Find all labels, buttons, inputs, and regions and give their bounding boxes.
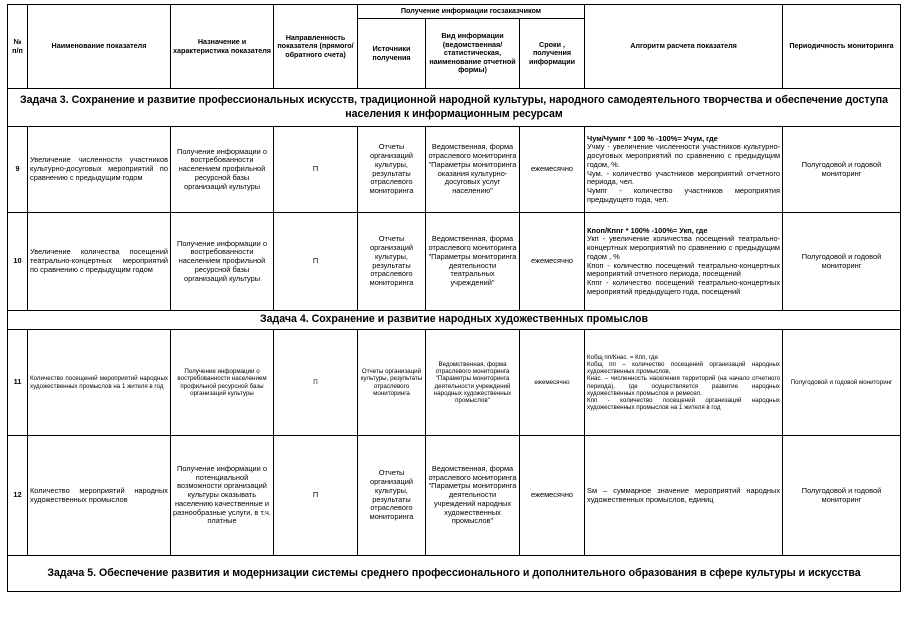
info-sources: Отчеты организаций культуры, результаты отраслевого мониторинга: [358, 213, 426, 311]
info-type: Ведомственная, форма отраслевого мониторинга "Параметры мониторинга деятельности учреждений народных художественных промыслов": [426, 330, 520, 436]
table-row: [8, 213, 901, 311]
monitoring-period: Полугодовой и годовой мониторинг: [783, 213, 901, 311]
row-num: 12: [8, 436, 28, 556]
indicator-purpose: Получение информации о востребованности населением профильной ресурсной базы организаций культуры: [171, 213, 274, 311]
col-group-header: Получение информации госзаказчиком: [358, 5, 585, 19]
col-sources-header: Источники получения: [358, 19, 426, 89]
table-row: [8, 436, 901, 556]
col-info-type-header: Вид информации (ведомственная/ статистическая, наименование отчетной формы): [426, 19, 520, 89]
col-purpose-header: Назначение и характеристика показателя: [171, 5, 274, 89]
document-sheet: [7, 4, 900, 592]
col-num-header: № п/п: [8, 5, 28, 89]
indicators-table: [7, 4, 901, 592]
monitoring-period: Полугодовой и годовой мониторинг: [783, 127, 901, 213]
info-type: Ведомственная, форма отраслевого мониторинга "Параметры мониторинга деятельности учреждений народных художественных промыслов": [426, 436, 520, 556]
task-row: [8, 556, 901, 592]
indicator-purpose: Получение информации о потенциальной возможности организаций культуры оказывать населению качественные и разнообразные услуги, в т.ч. платные: [171, 436, 274, 556]
col-algorithm-header: Алгоритм расчета показателя: [585, 5, 783, 89]
algorithm-formula: Кобщ пп/Кнас. = Кпп, где: [587, 354, 658, 361]
indicator-direction: П: [274, 330, 358, 436]
task-4-heading: Задача 4. Сохранение и развитие народных художественных промыслов: [8, 311, 901, 330]
col-period-header: Периодичность мониторинга: [783, 5, 901, 89]
algorithm-line: Учму - увеличение численности участников культурно-досуговых мероприятий по сравнению с предыдущим годом, %.: [587, 142, 781, 169]
monitoring-period: Полугодовой и годовой мониторинг: [783, 436, 901, 556]
row-num: 10: [8, 213, 28, 311]
indicator-purpose: Получение информации о востребованности населением профильной ресурсной базы организаций культуры: [171, 127, 274, 213]
info-sources: Отчеты организаций культуры, результаты отраслевого мониторинга: [358, 436, 426, 556]
info-type: Ведомственная, форма отраслевого мониторинга "Параметры мониторинга деятельности театральных учреждений": [426, 213, 520, 311]
table-row: [8, 330, 901, 436]
algorithm-line: Кпп - количество посещений организаций народных художественных промыслов на 1 жителя в год: [587, 396, 781, 411]
indicator-name: Количество посещений мероприятий народных художественных промыслов на 1 жителя в год: [28, 330, 171, 436]
task-3-heading: Задача 3. Сохранение и развитие профессиональных искусств, традиционной народной культуры, народного самодеятельного творчества и обеспечение доступа населения к информационным ресурсам: [8, 89, 901, 127]
algorithm-cell: [585, 213, 783, 311]
task-row: [8, 311, 901, 330]
algorithm-line: Кпоп - количество посещений театрально-концертных мероприятий отчетного периода, посещений: [587, 260, 781, 279]
info-terms: ежемесячно: [520, 330, 585, 436]
algorithm-line: Укп - увеличение количества посещений театрально-концертных мероприятий по сравнению с предыдущим годом , %: [587, 234, 781, 261]
info-terms: ежемесячно: [520, 213, 585, 311]
monitoring-period: Полугодовой и годовой мониторинг: [783, 330, 901, 436]
algorithm-line: Чумпг - количество участников мероприятия предыдущего года, чел.: [587, 185, 781, 204]
col-name-header: Наименование показателя: [28, 5, 171, 89]
algorithm-line: Кобщ пп – количество посещений организаций народных художественных промыслов,: [587, 361, 781, 376]
algorithm-line: Кппг - количество посещений театрально-концертных мероприятий предыдущего года, посещений: [587, 277, 781, 296]
algorithm-formula: Чум/Чумпг * 100 % -100%= Учум, где: [587, 133, 718, 143]
info-type: Ведомственная, форма отраслевого мониторинга "Параметры мониторинга оказания культурно-досуговых услуг населению": [426, 127, 520, 213]
indicator-name: Увеличение количества посещений театрально-концертных мероприятий по сравнению с предыдущим годом: [28, 213, 171, 311]
algorithm-line: Чум. - количество участников мероприятий отчетного периода, чел.: [587, 168, 781, 187]
indicator-purpose: Получение информации о востребованности населением профильной ресурсной базы организаций культуры: [171, 330, 274, 436]
algorithm-cell: [585, 436, 783, 556]
algorithm-cell: [585, 330, 783, 436]
indicator-direction: П: [274, 213, 358, 311]
algorithm-formula: Кпоп/Кпnг * 100% -100%= Укп, где: [587, 225, 708, 235]
algorithm-line: Кнас. – численность населения территорий (на начало отчетного периода), где осуществляется развитие народных художественных промыслов и ремесел.: [587, 375, 781, 397]
row-num: 11: [8, 330, 28, 436]
indicator-name: Количество мероприятий народных художественных промыслов: [28, 436, 171, 556]
task-5-heading: Задача 5. Обеспечение развития и модернизации системы среднего профессионального и дополнительного образования в сфере культуры и искусства: [8, 556, 901, 592]
info-sources: Отчеты организаций культуры, результаты отраслевого мониторинга: [358, 127, 426, 213]
indicator-direction: П: [274, 127, 358, 213]
info-sources: Отчеты организаций культуры, результаты отраслевого мониторинга: [358, 330, 426, 436]
info-terms: ежемесячно: [520, 127, 585, 213]
indicator-direction: П: [274, 436, 358, 556]
col-direction-header: Направленность показателя (прямого/ обратного счета): [274, 5, 358, 89]
row-num: 9: [8, 127, 28, 213]
header-row-1: [8, 5, 901, 19]
algorithm-line: Sм – суммарное значение мероприятий народных художественных промыслов, единиц: [587, 485, 781, 504]
table-row: [8, 127, 901, 213]
info-terms: ежемесячно: [520, 436, 585, 556]
col-terms-header: Сроки , получения информации: [520, 19, 585, 89]
indicator-name: Увеличение численности участников культурно-досуговых мероприятий по сравнению с предыдущим годом: [28, 127, 171, 213]
task-row: [8, 89, 901, 127]
algorithm-cell: [585, 127, 783, 213]
